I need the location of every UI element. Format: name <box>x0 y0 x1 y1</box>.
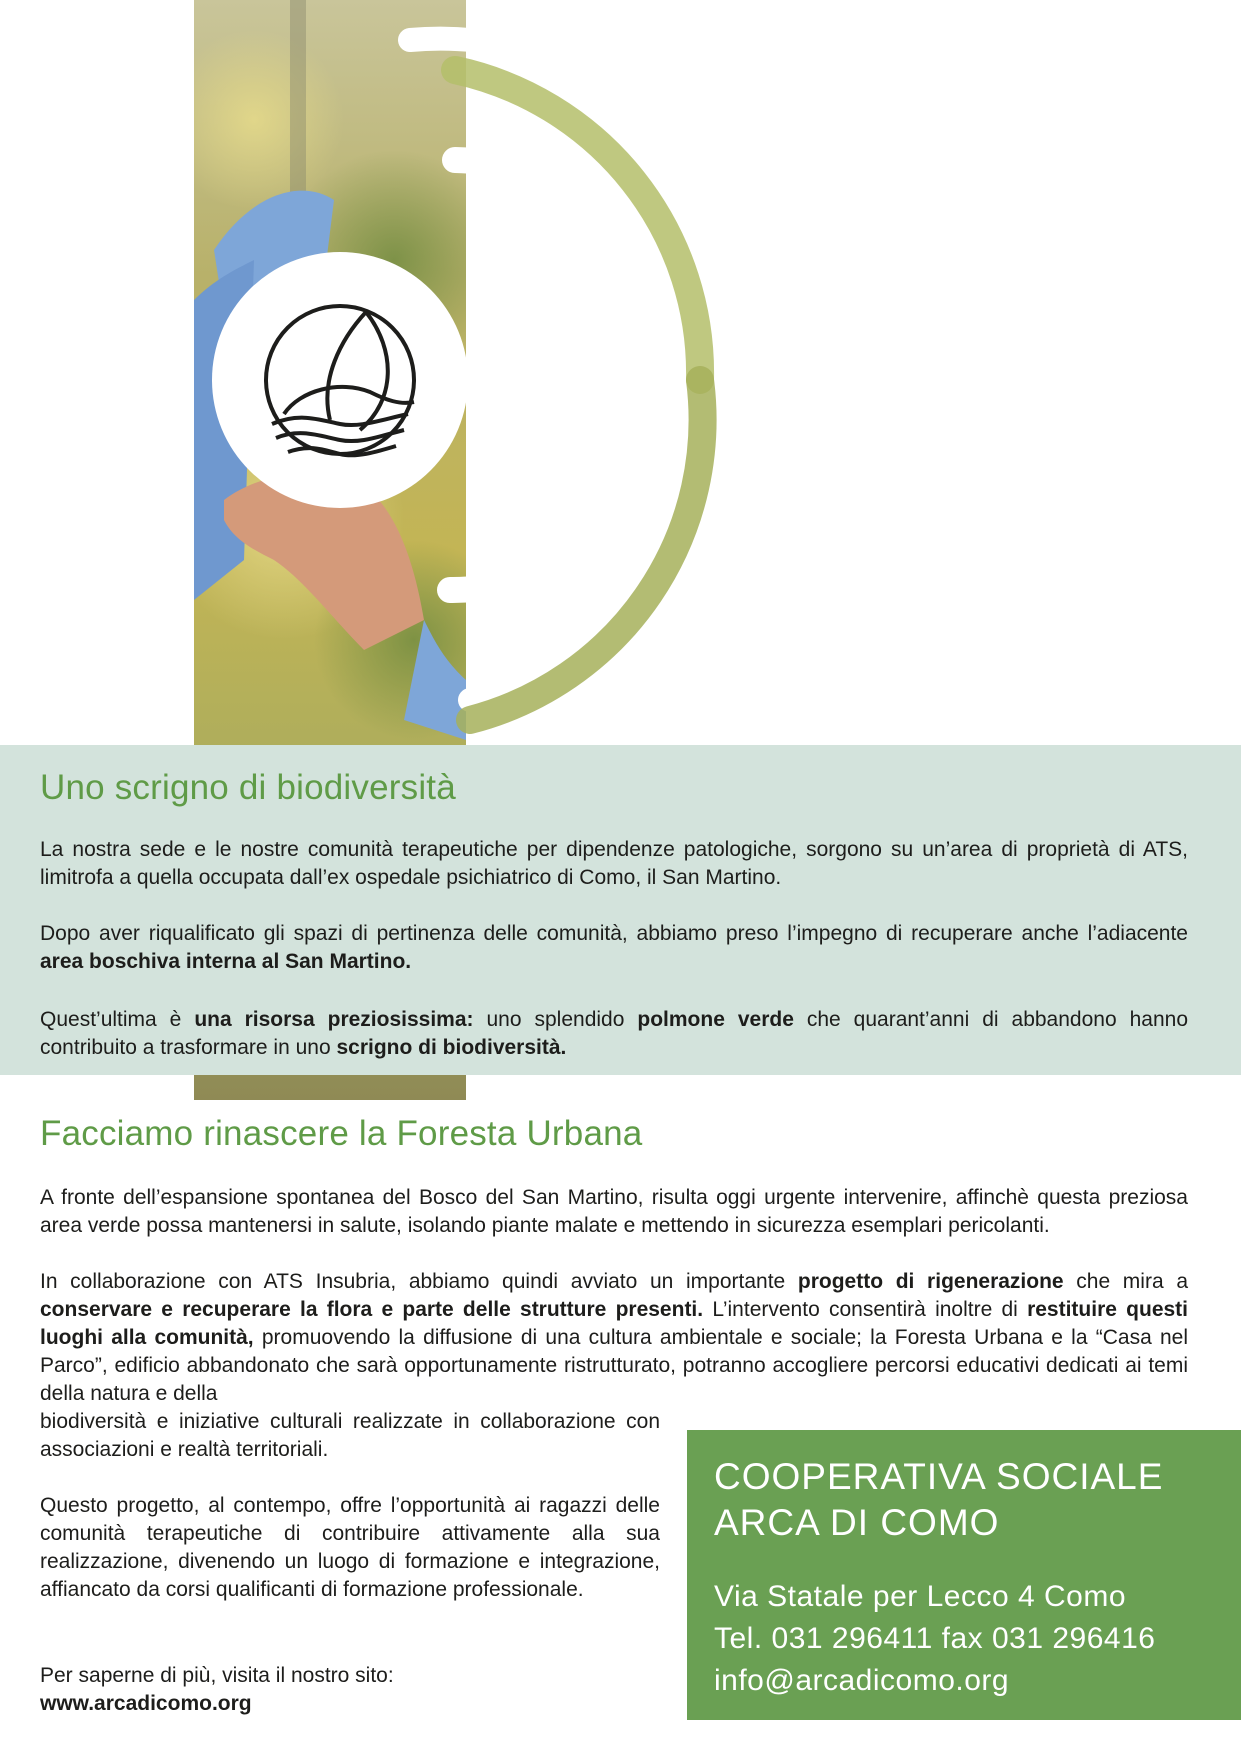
website-link[interactable]: www.arcadicomo.org <box>40 1692 252 1715</box>
section1-paragraph-2: Dopo aver riqualificato gli spazi di pertinenza delle comunità, abbiamo preso l’impegno di recuperare anche l’adiacente area boschiva interna al San Martino. <box>40 922 1188 973</box>
section1-paragraph-3: Quest’ultima è una risorsa preziosissima: uno splendido polmone verde che quarant’anni di abbandono hanno contribuito a trasformare in uno scrigno di biodiversità. <box>40 1008 1188 1059</box>
org-name: COOPERATIVA SOCIALE ARCA DI COMO <box>714 1456 1164 1543</box>
section1-title: Uno scrigno di biodiversità <box>40 768 456 807</box>
more-info-label: Per saperne di più, visita il nostro sito: <box>40 1664 394 1687</box>
ring-graphic <box>0 0 800 760</box>
email-link[interactable]: info@arcadicomo.org <box>714 1664 1010 1697</box>
section2-paragraph-1: A fronte dell’espansione spontanea del Bosco del San Martino, risulta oggi urgente intervenire, affinchè questa preziosa area verde possa mantenersi in salute, isolando piante malate e mettendo in sicurezza esemplari pericolanti. <box>40 1186 1188 1237</box>
section1-paragraph-1: La nostra sede e le nostre comunità terapeutiche per dipendenze patologiche, sorgono su un’area di proprietà di ATS, limitrofa a quella occupata dall’ex ospedale psichiatrico di Como, il San Martino. <box>40 838 1188 889</box>
section2-paragraph-3: Questo progetto, al contempo, offre l’opportunità ai ragazzi delle comunità terapeutiche di contribuire attivamente alla sua realizzazione, divenendo un luogo di formazione e integrazione, affiancato da corsi qualificanti di formazione professionale. <box>40 1494 660 1601</box>
contact-box <box>687 1430 1241 1720</box>
address: Via Statale per Lecco 4 Como <box>714 1580 1127 1613</box>
phone-fax: Tel. 031 296411 fax 031 296416 <box>714 1622 1156 1655</box>
section2-paragraph-2-cont: biodiversità e iniziative culturali realizzate in collaborazione con associazioni e realtà territoriali. <box>40 1410 660 1461</box>
section2-paragraph-2: In collaborazione con ATS Insubria, abbiamo quindi avviato un importante progetto di rigenerazione che mira a conservare e recuperare la flora e parte delle strutture presenti. L’intervento consentirà inoltre di restituire questi luoghi alla comunità, promuovendo la diffusione di una cultura ambientale e sociale; la Foresta Urbana e la “Casa nel Parco”, edificio abbandonato che sarà opportunamente ristrutturato, potranno accogliere percorsi educativi dedicati ai temi della natura e della <box>40 1270 1189 1405</box>
section2-title: Facciamo rinascere la Foresta Urbana <box>40 1114 643 1153</box>
